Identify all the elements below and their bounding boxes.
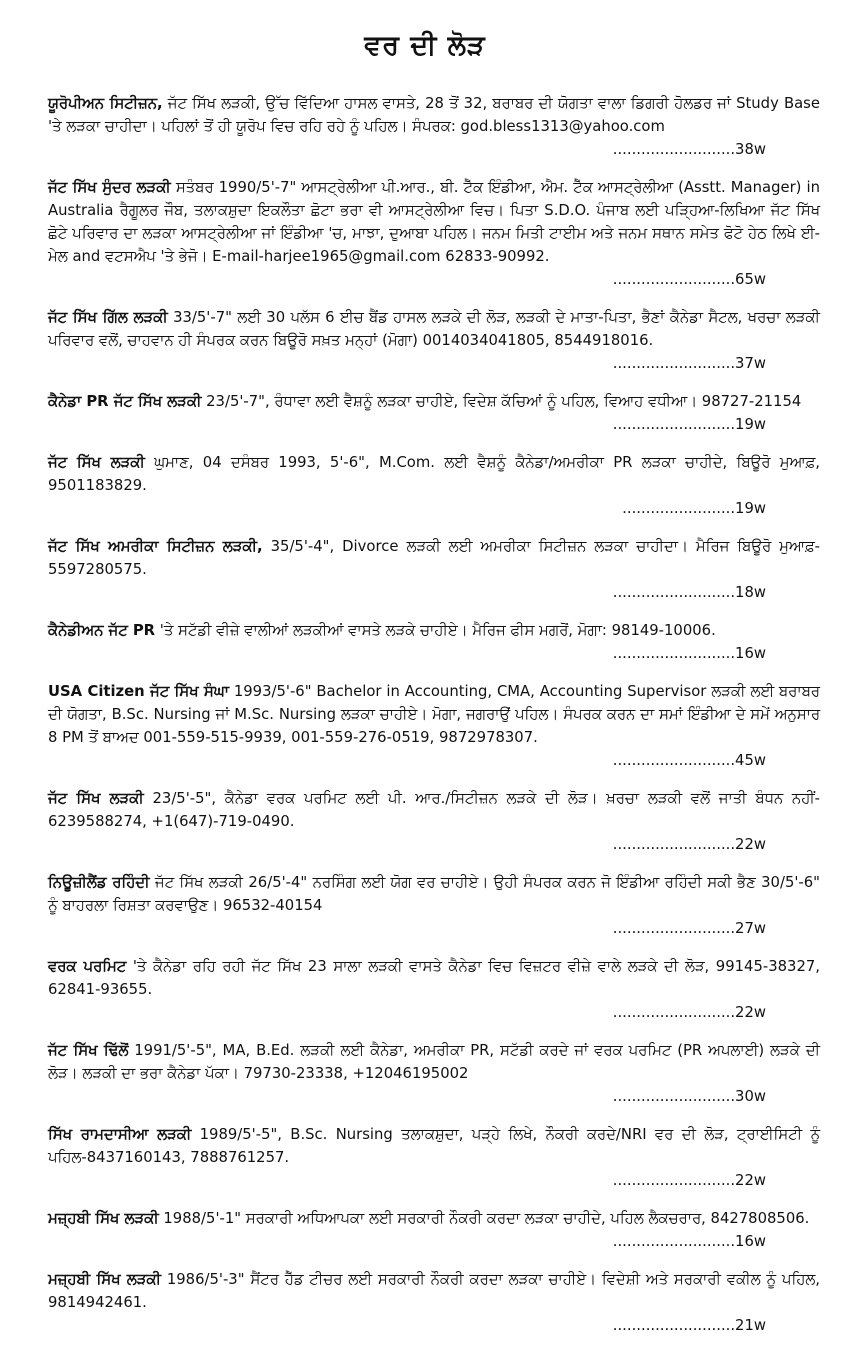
ad-code: ..........................30w [612, 1088, 766, 1105]
ad-code: ..........................16w [612, 645, 766, 662]
classified-ad [48, 1123, 820, 1192]
ad-code: ..........................22w [612, 836, 766, 853]
classified-ad [48, 176, 820, 291]
ad-body: 1993/5'-6" Bachelor in Accounting, CMA, Accounting Supervisor ਲੜਕੀ ਲਈ ਬਰਾਬਰ ਦੀ ਯੋਗਤਾ, B.Sc. Nursing ਜਾਂ M.Sc. Nursing ਲੜਕਾ ਚਾਹੀਏ। ਮੋਗਾ, ਜਗਰਾਉਂ ਪਹਿਲ। ਸੰਪਰਕ ਕਰਨ ਦਾ ਸਮਾਂ ਇੰਡੀਆ ਦੇ ਸਮੇਂ ਅਨੁਸਾਰ 8 PM ਤੋਂ ਬਾਅਦ 001-559-515-9939, 001-559-276-0519, 9872978307. [48, 683, 820, 746]
ad-code: ........................19w [622, 500, 766, 517]
classified-ads [0, 92, 850, 1337]
ad-lead: ਨਿਊਜ਼ੀਲੈਂਡ ਰਹਿੰਦੀ [48, 874, 150, 891]
classified-ad [48, 787, 820, 856]
ad-body: 'ਤੇ ਸਟੱਡੀ ਵੀਜ਼ੇ ਵਾਲੀਆਂ ਲੜਕੀਆਂ ਵਾਸਤੇ ਲੜਕੇ ਚਾਹੀਏ। ਮੈਰਿਜ ਫੀਸ ਮਗਰੋਂ, ਮੋਗਾ: 98149-10006. [159, 622, 716, 639]
ad-lead: ਜੱਟ ਸਿੱਖ ਢਿੱਲੋਂ [48, 1042, 129, 1059]
classified-ad [48, 1207, 820, 1253]
ad-lead: ਮਜ਼੍ਹਬੀ ਸਿੱਖ ਲੜਕੀ [48, 1210, 159, 1227]
classified-ad [48, 680, 820, 772]
ad-code: ..........................45w [612, 752, 766, 769]
ad-body: 'ਤੇ ਕੈਨੇਡਾ ਰਹਿ ਰਹੀ ਜੱਟ ਸਿੱਖ 23 ਸਾਲਾ ਲੜਕੀ ਵਾਸਤੇ ਕੈਨੇਡਾ ਵਿਚ ਵਿਜ਼ਟਰ ਵੀਜ਼ੇ ਵਾਲੇ ਲੜਕੇ ਦੀ ਲੋੜ, 99145-38327, 62841-93655. [48, 958, 820, 998]
ad-body: ਸਤੰਬਰ 1990/5'-7" ਆਸਟ੍ਰੇਲੀਆ ਪੀ.ਆਰ., ਬੀ. ਟੈੱਕ ਇੰਡੀਆ, ਐਮ. ਟੈੱਕ ਆਸਟ੍ਰੇਲੀਆ (Asstt. Manager) in Australia ਰੈਗੂਲਰ ਜੌਬ, ਤਲਾਕਸ਼ੁਦਾ ਇਕਲੌਤਾ ਛੋਟਾ ਭਰਾ ਵੀ ਆਸਟ੍ਰੇਲੀਆ ਵਿਚ। ਪਿਤਾ S.D.O. ਪੰਜਾਬ ਲਈ ਪੜ੍ਹਿਆ-ਲਿਖਿਆ ਜੱਟ ਸਿੱਖ ਛੋਟੇ ਪਰਿਵਾਰ ਦਾ ਲੜਕਾ ਆਸਟ੍ਰੇਲੀਆ ਜਾਂ ਇੰਡੀਆ 'ਚ, ਮਾਝਾ, ਦੁਆਬਾ ਪਹਿਲ। ਜਨਮ ਮਿਤੀ ਟਾਈਮ ਅਤੇ ਜਨਮ ਸਥਾਨ ਸਮੇਤ ਫੋਟੋ ਹੇਠ ਲਿਖੇ ਈ-ਮੇਲ and ਵਟਸਐਪ 'ਤੇ ਭੇਜੋ। E-mail-harjee1965@gmail.com 62833-90992. [48, 179, 820, 265]
ad-code: ..........................37w [612, 355, 766, 372]
ad-code: ..........................16w [612, 1233, 766, 1250]
ad-code: ..........................21w [612, 1317, 766, 1334]
ad-body: 33/5'-7" ਲਈ 30 ਪਲੱਸ 6 ਈਚ ਬੈਂਡ ਹਾਸਲ ਲੜਕੇ ਦੀ ਲੋੜ, ਲੜਕੀ ਦੇ ਮਾਤਾ-ਪਿਤਾ, ਭੈਣਾਂ ਕੈਨੇਡਾ ਸੈਟਲ, ਖਰਚਾ ਲੜਕੀ ਪਰਿਵਾਰ ਵਲੋਂ, ਚਾਹਵਾਨ ਹੀ ਸੰਪਰਕ ਕਰਨ ਬਿਊਰੋ ਸਖ਼ਤ ਮਨ੍ਹਾਂ (ਮੋਗਾ) 0014034041805, 8544918016. [48, 309, 820, 349]
ad-lead: ਯੂਰੋਪੀਅਨ ਸਿਟੀਜ਼ਨ, [48, 95, 163, 112]
ad-lead: ਕੈਨੇਡਾ PR ਜੱਟ ਸਿੱਖ ਲੜਕੀ [48, 393, 202, 410]
page-title: ਵਰ ਦੀ ਲੋੜ [364, 30, 486, 61]
ad-body: 35/5'-4", Divorce ਲੜਕੀ ਲਈ ਅਮਰੀਕਾ ਸਿਟੀਜ਼ਨ ਲੜਕਾ ਚਾਹੀਦਾ। ਮੈਰਿਜ ਬਿਊਰੋ ਮੁਆਫ਼- 5597280575. [48, 538, 821, 578]
ad-code: ..........................27w [612, 920, 766, 937]
ad-code: ..........................38w [612, 141, 766, 158]
ad-lead: ਕੈਨੇਡੀਅਨ ਜੱਟ PR [48, 622, 156, 639]
ad-lead: ਜੱਟ ਸਿੱਖ ਲੜਕੀ [48, 790, 144, 807]
classified-ad [48, 1039, 820, 1108]
ad-lead: ਸਿੱਖ ਰਾਮਦਾਸੀਆ ਲੜਕੀ [48, 1126, 192, 1143]
ad-body: 1989/5'-5", B.Sc. Nursing ਤਲਾਕਸ਼ੁਦਾ, ਪੜ੍ਹੇ ਲਿਖੇ, ਨੌਕਰੀ ਕਰਦੇ/NRI ਵਰ ਦੀ ਲੋੜ, ਟ੍ਰਾਈਸਿਟੀ ਨੂੰ ਪਹਿਲ-8437160143, 7888761257. [48, 1126, 820, 1166]
ad-code: ..........................22w [612, 1172, 766, 1189]
ad-lead: ਜੱਟ ਸਿੱਖ ਅਮਰੀਕਾ ਸਿਟੀਜ਼ਨ ਲੜਕੀ, [48, 538, 263, 555]
ad-body: 1988/5'-1" ਸਰਕਾਰੀ ਅਧਿਆਪਕਾ ਲਈ ਸਰਕਾਰੀ ਨੌਕਰੀ ਕਰਦਾ ਲੜਕਾ ਚਾਹੀਦੇ, ਪਹਿਲ ਲੈਕਚਰਾਰ, 8427808506. [163, 1210, 810, 1227]
classified-ad [48, 619, 820, 665]
ad-code: ..........................65w [612, 271, 766, 288]
ad-body: ਜੱਟ ਸਿੱਖ ਲੜਕੀ 26/5'-4" ਨਰਸਿੰਗ ਲਈ ਯੋਗ ਵਰ ਚਾਹੀਏ। ਉਹੀ ਸੰਪਰਕ ਕਰਨ ਜੋ ਇੰਡੀਆ ਰਹਿੰਦੀ ਸਕੀ ਭੈਣ 30/5'-6" ਨੂੰ ਬਾਹਰਲਾ ਰਿਸ਼ਤਾ ਕਰਵਾਉਣ। 96532-40154 [48, 874, 820, 914]
ad-lead: USA Citizen ਜੱਟ ਸਿੱਖ ਸੰਘਾ [48, 683, 229, 700]
ad-body: 23/5'-5", ਕੈਨੇਡਾ ਵਰਕ ਪਰਮਿਟ ਲਈ ਪੀ. ਆਰ./ਸਿਟੀਜ਼ਨ ਲੜਕੇ ਦੀ ਲੋੜ। ਖ਼ਰਚਾ ਲੜਕੀ ਵਲੋਂ ਜਾਤੀ ਬੰਧਨ ਨਹੀਂ- 6239588274, +1(647)-719-0490. [48, 790, 820, 830]
classified-ad [48, 955, 820, 1024]
classified-ad [48, 390, 820, 436]
ad-code: ..........................19w [612, 416, 766, 433]
classified-ad [48, 871, 820, 940]
classified-ad [48, 92, 820, 161]
ad-body: 23/5'-7", ਰੰਧਾਵਾ ਲਈ ਵੈਸ਼ਨੂੰ ਲੜਕਾ ਚਾਹੀਏ, ਵਿਦੇਸ਼ ਕੱਚਿਆਂ ਨੂੰ ਪਹਿਲ, ਵਿਆਹ ਵਧੀਆ। 98727-21154 [206, 393, 802, 410]
ad-lead: ਜੱਟ ਸਿੱਖ ਸੁੰਦਰ ਲੜਕੀ [48, 179, 171, 196]
ad-body: 1991/5'-5", MA, B.Ed. ਲੜਕੀ ਲਈ ਕੈਨੇਡਾ, ਅਮਰੀਕਾ PR, ਸਟੱਡੀ ਕਰਦੇ ਜਾਂ ਵਰਕ ਪਰਮਿਟ (PR ਅਪਲਾਈ) ਲੜਕੇ ਦੀ ਲੋੜ। ਲੜਕੀ ਦਾ ਭਰਾ ਕੈਨੇਡਾ ਪੱਕਾ। 79730-23338, +12046195002 [48, 1042, 820, 1082]
ad-body: 1986/5'-3" ਸੈਂਟਰ ਹੈੱਡ ਟੀਚਰ ਲਈ ਸਰਕਾਰੀ ਨੌਕਰੀ ਕਰਦਾ ਲੜਕਾ ਚਾਹੀਏ। ਵਿਦੇਸ਼ੀ ਅਤੇ ਸਰਕਾਰੀ ਵਕੀਲ ਨੂੰ ਪਹਿਲ, 9814942461. [48, 1271, 820, 1311]
classified-ad [48, 451, 820, 520]
classified-ad [48, 306, 820, 375]
ad-lead: ਜੱਟ ਸਿੱਖ ਲੜਕੀ [48, 454, 145, 471]
classified-ad [48, 1268, 820, 1337]
ad-code: ..........................18w [612, 584, 766, 601]
ad-lead: ਜੱਟ ਸਿੱਖ ਗਿੱਲ ਲੜਕੀ [48, 309, 168, 326]
classified-ad [48, 535, 820, 604]
ad-body: ਜੱਟ ਸਿੱਖ ਲੜਕੀ, ਉੱਚ ਵਿੱਦਿਆ ਹਾਸਲ ਵਾਸਤੇ, 28 ਤੋਂ 32, ਬਰਾਬਰ ਦੀ ਯੋਗਤਾ ਵਾਲਾ ਡਿਗਰੀ ਹੋਲਡਰ ਜਾਂ Study Base 'ਤੇ ਲੜਕਾ ਚਾਹੀਦਾ। ਪਹਿਲਾਂ ਤੋਂ ਹੀ ਯੂਰੋਪ ਵਿਚ ਰਹਿ ਰਹੇ ਨੂੰ ਪਹਿਲ। ਸੰਪਰਕ: god.bless1313@yahoo.com [48, 95, 820, 135]
ad-code: ..........................22w [612, 1004, 766, 1021]
ad-lead: ਮਜ਼੍ਹਬੀ ਸਿੱਖ ਲੜਕੀ [48, 1271, 161, 1288]
ad-lead: ਵਰਕ ਪਰਮਿਟ [48, 958, 127, 975]
ad-body: ਘੁਮਾਣ, 04 ਦਸੰਬਰ 1993, 5'-6", M.Com. ਲਈ ਵੈਸ਼ਨੂੰ ਕੈਨੇਡਾ/ਅਮਰੀਕਾ PR ਲੜਕਾ ਚਾਹੀਦੇ, ਬਿਊਰੋ ਮੁਆਫ਼, 9501183829. [48, 454, 820, 494]
